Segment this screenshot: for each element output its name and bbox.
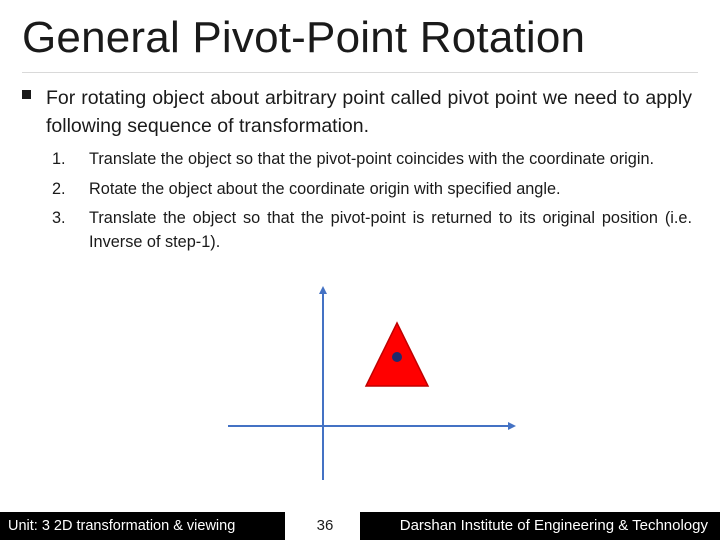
step-number: 3. (52, 209, 66, 227)
step-item-1 (52, 148, 692, 172)
footer-institute-label: Darshan Institute of Engineering & Technology (360, 512, 720, 540)
page-number: 36 (316, 517, 334, 534)
title-divider (22, 72, 698, 73)
step-text: Translate the object so that the pivot-point is returned to its original position (i.e. Inverse of step-1). (89, 209, 692, 251)
step-number: 2. (52, 179, 66, 198)
step-list (52, 148, 692, 260)
main-bullet (22, 84, 692, 140)
step-number: 1. (52, 150, 66, 168)
pivot-rotation-diagram (0, 280, 720, 480)
footer-bar (0, 512, 720, 540)
bullet-text: For rotating object about arbitrary point called pivot point we need to apply following sequence of transformation. (46, 87, 692, 137)
slide-title: General Pivot-Point Rotation (22, 13, 586, 62)
step-text: Rotate the object about the coordinate origin with specified angle. (89, 179, 561, 198)
square-bullet-icon (22, 90, 31, 99)
step-item-2 (52, 178, 692, 202)
step-text: Translate the object so that the pivot-point coincides with the coordinate origin. (89, 150, 655, 168)
step-item-3 (52, 207, 692, 254)
pivot-point-dot (392, 352, 402, 362)
footer-unit-label: Unit: 3 2D transformation & viewing (0, 512, 285, 540)
